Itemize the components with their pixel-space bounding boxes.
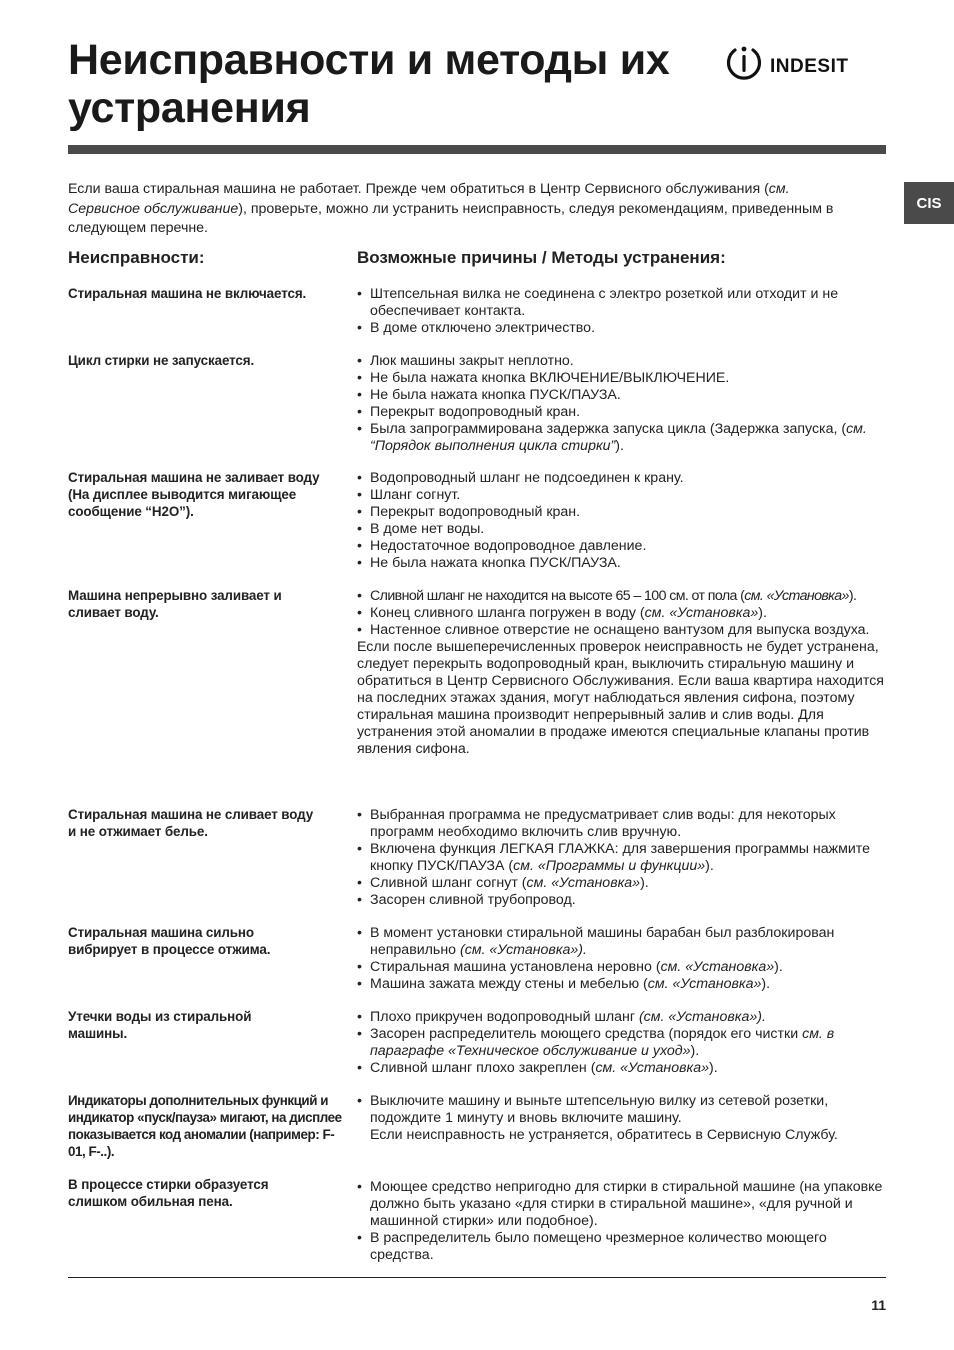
remedy-item: • Сливной шланг плохо закреплен (см. «Установка»).: [357, 1060, 887, 1077]
fault-label: Индикаторы дополнительных функций и индикатор «пуск/пауза» мигают, на дисплее показывается код аномалии (например: F-01, F-..).: [68, 1093, 342, 1159]
remedy-item: • Сливной шланг не находится на высоте 65 – 100 см. от пола (см. «Установка»).: [357, 588, 887, 605]
remedy-note: Если после вышеперечисленных проверок неисправность не будет устранена, следует перекрыть водопроводный кран, выключить стиральную машину и обратиться в Центр Сервисного Обслуживания. Если ваша квартира находится на последних этажах здания, могут наблюдаться явления сифона, поэтому стиральная машина производит непрерывный залив и слив воды. Для устранения этой аномалии в продаже имеются специальные клапаны против явления сифона.: [357, 639, 884, 757]
fault-label: В процессе стирки образуется слишком обильная пена.: [68, 1177, 269, 1209]
remedies-list: [357, 1179, 887, 1264]
remedy-item: • Сливной шланг согнут (см. «Установка»).: [357, 875, 887, 892]
remedy-item: • Штепсельная вилка не соединена с электро розеткой или отходит и не обеспечивает контакта.: [357, 286, 887, 320]
intro-reference: см. Сервисное обслуживание: [68, 181, 790, 217]
remedies-list: [357, 353, 887, 455]
remedies-list: [357, 588, 887, 758]
remedy-item: • Недостаточное водопроводное давление.: [357, 538, 887, 555]
remedy-item: • Плохо прикручен водопроводный шланг (см. «Установка»).: [357, 1009, 887, 1026]
footer-rule: [68, 1277, 886, 1278]
remedy-item: • В доме отключено электричество.: [357, 320, 887, 337]
remedy-item: • Моющее средство непригодно для стирки в стиральной машине (на упаковке должно быть указано «для стирки в стиральной машине», «для ручной и машинной стирки» или подобное).: [357, 1179, 887, 1230]
fault-label: Стиральная машина сильно вибрирует в процессе отжима.: [68, 925, 271, 957]
remedy-note: Если неисправность не устраняется, обратитесь в Сервисную Службу.: [370, 1127, 838, 1143]
remedies-list: [357, 286, 887, 337]
remedy-item: • Не была нажата кнопка ВКЛЮЧЕНИЕ/ВЫКЛЮЧЕНИЕ.: [357, 370, 887, 387]
fault-label: Стиральная машина не сливает воду и не отжимает белье.: [68, 807, 314, 839]
remedy-item: • Не была нажата кнопка ПУСК/ПАУЗА.: [357, 387, 887, 404]
remedy-item: • Перекрыт водопроводный кран.: [357, 404, 887, 421]
remedy-item: • Выключите машину и выньте штепсельную вилку из сетевой розетки, подождите 1 минуту и вновь включите машину.: [357, 1093, 887, 1127]
fault-label: Цикл стирки не запускается.: [68, 353, 255, 368]
intro-paragraph: [68, 180, 838, 239]
remedy-item: • Выбранная программа не предусматривает слив воды: для некоторых программ необходимо включить слив вручную.: [357, 807, 887, 841]
fault-label: Машина непрерывно заливает и сливает воду.: [68, 588, 282, 620]
remedies-list: [357, 1093, 887, 1144]
remedy-item: • Включена функция ЛЕГКАЯ ГЛАЖКА: для завершения программы нажмите кнопку ПУСК/ПАУЗА (см. «Программы и функции»).: [357, 841, 887, 875]
remedy-item: • Шланг согнут.: [357, 487, 887, 504]
remedies-list: [357, 807, 887, 909]
fault-label: Утечки воды из стиральной машины.: [68, 1009, 252, 1041]
intro-text-end: ), проверьте, можно ли устранить неисправность, следуя рекомендациям, приведенным в следующем перечне.: [68, 200, 834, 236]
page-number: 11: [871, 1297, 886, 1313]
remedy-item: • Не была нажата кнопка ПУСК/ПАУЗА.: [357, 555, 887, 572]
remedy-item: • Засорен распределитель моющего средства (порядок его чистки см. в параграфе «Техническое обслуживание и уход»).: [357, 1026, 887, 1060]
remedy-item: • Машина зажата между стены и мебелью (см. «Установка»).: [357, 976, 887, 993]
power-i-icon: [724, 43, 764, 83]
remedy-item: • Водопроводный шланг не подсоединен к крану.: [357, 470, 887, 487]
remedies-list: [357, 470, 887, 572]
header-rule: [68, 145, 886, 154]
intro-text: Если ваша стиральная машина не работает. Прежде чем обратиться в Центр Сервисного обслуживания (: [68, 181, 769, 197]
remedy-item: • В доме нет воды.: [357, 521, 887, 538]
language-tab: CIS: [904, 182, 954, 224]
remedy-item: • Настенное сливное отверстие не оснащено вантузом для выпуска воздуха.: [357, 622, 887, 639]
page-title: Неисправности и методы их устранения: [68, 36, 670, 132]
remedy-item: • В распределитель было помещено чрезмерное количество моющего средства.: [357, 1230, 887, 1264]
remedy-item: • В момент установки стиральной машины барабан был разблокирован неправильно (см. «Установка»).: [357, 925, 887, 959]
remedy-item: • Люк машины закрыт неплотно.: [357, 353, 887, 370]
brand-name: indesit: [770, 47, 849, 78]
remedies-column-header: Возможные причины / Методы устранения:: [357, 248, 726, 267]
remedies-list: [357, 1009, 887, 1077]
remedy-item: • Была запрограммирована задержка запуска цикла (Задержка запуска, (см. “Порядок выполнения цикла стирки”).: [357, 421, 887, 455]
remedy-item: • Перекрыт водопроводный кран.: [357, 504, 887, 521]
remedy-item: • Конец сливного шланга погружен в воду (см. «Установка»).: [357, 605, 887, 622]
faults-column-header: Неисправности:: [68, 248, 205, 267]
remedy-item: • Стиральная машина установлена неровно (см. «Установка»).: [357, 959, 887, 976]
fault-label: Стиральная машина не заливает воду (На дисплее выводится мигающее сообщение “H2O”).: [68, 470, 320, 519]
fault-label: Стиральная машина не включается.: [68, 286, 307, 301]
remedy-item: • Засорен сливной трубопровод.: [357, 892, 887, 909]
remedies-list: [357, 925, 887, 993]
brand-logo: [724, 42, 889, 84]
